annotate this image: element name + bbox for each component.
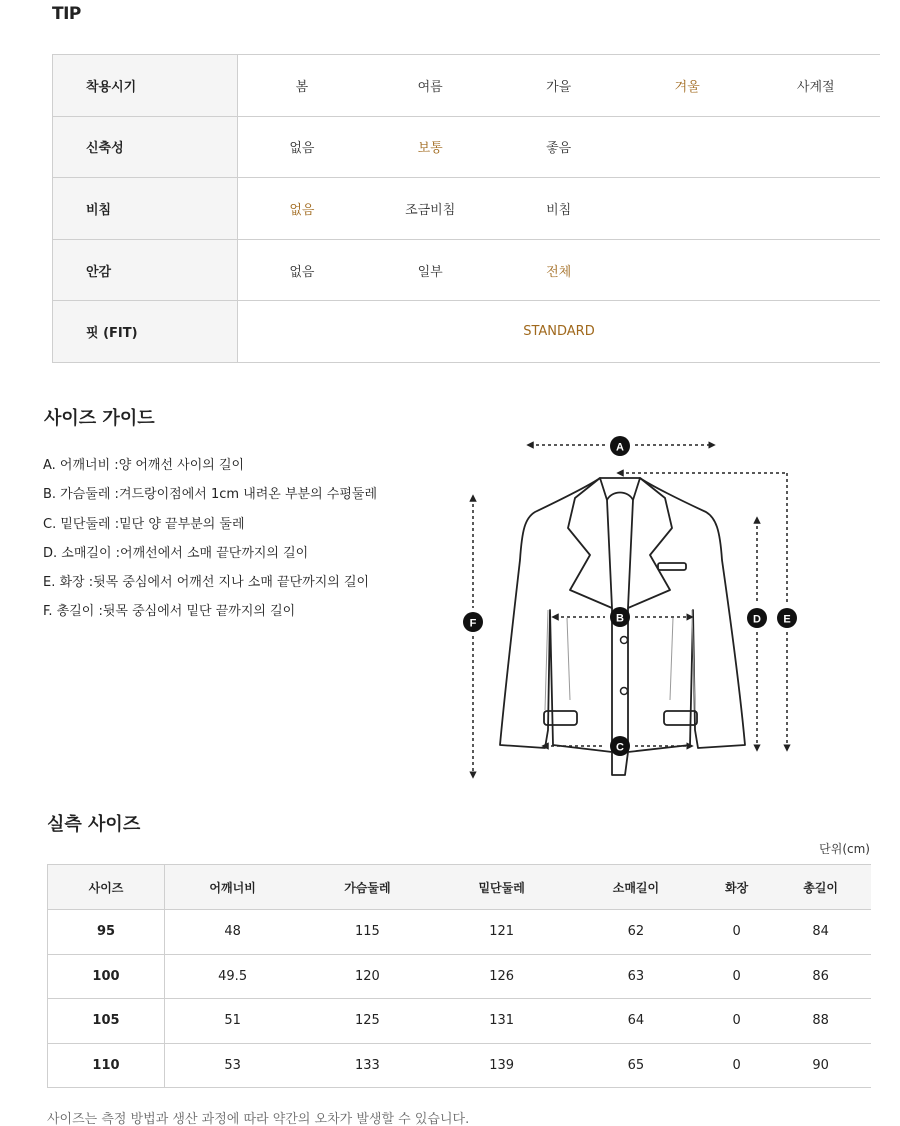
tip-row-label: 안감	[53, 239, 238, 301]
tip-row-label: 핏 (FIT)	[53, 301, 238, 363]
size-value-cell: 64	[569, 999, 703, 1044]
size-table-header: 밑단둘레	[435, 865, 569, 910]
tip-option: 조금비침	[366, 178, 495, 240]
tip-row-fit	[53, 301, 881, 363]
marker-f-icon	[463, 612, 483, 632]
size-value-cell: 133	[300, 1043, 434, 1088]
tip-option	[623, 178, 752, 240]
size-value-cell: 0	[703, 954, 770, 999]
size-value-cell: 121	[435, 910, 569, 955]
tip-row-label: 신축성	[53, 116, 238, 178]
tip-option-selected: 보통	[366, 116, 495, 178]
guide-item-f: F. 총길이 :뒷목 중심에서 밑단 끝까지의 길이	[43, 604, 296, 620]
marker-e-icon	[777, 608, 797, 628]
tip-option-selected: 전체	[494, 239, 623, 301]
tip-option: 일부	[366, 239, 495, 301]
tip-row-label: 비침	[53, 178, 238, 240]
unit-label: 단위(cm)	[819, 842, 870, 856]
size-guide-title: 사이즈 가이드	[44, 408, 155, 429]
tip-row	[53, 55, 881, 117]
size-value-cell: 65	[569, 1043, 703, 1088]
tip-option: 사계절	[751, 55, 880, 117]
svg-text:C: C	[616, 741, 624, 754]
size-label-cell: 100	[48, 954, 165, 999]
tip-option: 가을	[494, 55, 623, 117]
tip-option	[751, 239, 880, 301]
tip-option	[751, 178, 880, 240]
svg-text:E: E	[783, 613, 791, 626]
size-value-cell: 0	[703, 910, 770, 955]
size-value-cell: 84	[770, 910, 871, 955]
size-value-cell: 62	[569, 910, 703, 955]
svg-text:B: B	[616, 612, 624, 625]
jacket-diagram	[440, 430, 820, 790]
size-value-cell: 131	[435, 999, 569, 1044]
tip-option: 비침	[494, 178, 623, 240]
size-value-cell: 139	[435, 1043, 569, 1088]
tip-title: TIP	[52, 4, 81, 24]
fit-value: STANDARD	[237, 301, 880, 363]
guide-item-e: E. 화장 :뒷목 중심에서 어깨선 지나 소매 끝단까지의 길이	[43, 575, 370, 591]
size-table-header: 어깨너비	[165, 865, 301, 910]
tip-table	[52, 54, 880, 363]
size-table-header: 사이즈	[48, 865, 165, 910]
size-value-cell: 115	[300, 910, 434, 955]
size-value-cell: 49.5	[165, 954, 301, 999]
tip-row	[53, 178, 881, 240]
actual-size-title: 실측 사이즈	[47, 814, 141, 835]
size-value-cell: 88	[770, 999, 871, 1044]
table-row	[48, 1043, 872, 1088]
tip-option	[751, 116, 880, 178]
size-table-header: 화장	[703, 865, 770, 910]
size-value-cell: 0	[703, 1043, 770, 1088]
size-label-cell: 95	[48, 910, 165, 955]
tip-option	[623, 116, 752, 178]
tip-row	[53, 239, 881, 301]
size-value-cell: 0	[703, 999, 770, 1044]
size-value-cell: 48	[165, 910, 301, 955]
tip-option: 없음	[237, 239, 366, 301]
tip-row	[53, 116, 881, 178]
guide-item-b: B. 가슴둘레 :겨드랑이점에서 1cm 내려온 부분의 수평둘레	[43, 487, 378, 503]
tip-row-label: 착용시기	[53, 55, 238, 117]
guide-item-d: D. 소매길이 :어깨선에서 소매 끝단까지의 길이	[43, 545, 309, 561]
size-value-cell: 63	[569, 954, 703, 999]
marker-c-icon	[610, 736, 630, 756]
size-label-cell: 105	[48, 999, 165, 1044]
tip-option: 없음	[237, 116, 366, 178]
button-2-icon	[621, 688, 628, 695]
tip-option: 여름	[366, 55, 495, 117]
size-value-cell: 86	[770, 954, 871, 999]
size-value-cell: 51	[165, 999, 301, 1044]
tip-option: 봄	[237, 55, 366, 117]
marker-b-icon	[610, 607, 630, 627]
marker-d-icon	[747, 608, 767, 628]
size-label-cell: 110	[48, 1043, 165, 1088]
size-value-cell: 126	[435, 954, 569, 999]
tip-option	[623, 239, 752, 301]
size-table	[47, 864, 871, 1088]
table-row	[48, 954, 872, 999]
table-row	[48, 999, 872, 1044]
tip-option-selected: 겨울	[623, 55, 752, 117]
measure-lines	[473, 445, 787, 775]
size-note: 사이즈는 측정 방법과 생산 과정에 따라 약간의 오차가 발생할 수 있습니다.	[47, 1112, 470, 1126]
table-row	[48, 910, 872, 955]
size-value-cell: 53	[165, 1043, 301, 1088]
size-value-cell: 120	[300, 954, 434, 999]
tip-option: 좋음	[494, 116, 623, 178]
svg-text:A: A	[616, 441, 624, 454]
size-table-header: 가슴둘레	[300, 865, 434, 910]
size-value-cell: 125	[300, 999, 434, 1044]
guide-item-c: C. 밑단둘레 :밑단 양 끝부분의 둘레	[43, 516, 245, 532]
button-1-icon	[621, 637, 628, 644]
marker-a-icon	[610, 436, 630, 456]
size-value-cell: 90	[770, 1043, 871, 1088]
svg-text:D: D	[753, 613, 761, 626]
size-table-header: 총길이	[770, 865, 871, 910]
size-guide-list	[43, 454, 377, 630]
tip-option-selected: 없음	[237, 178, 366, 240]
guide-item-a: A. 어깨너비 :양 어깨선 사이의 길이	[43, 458, 245, 473]
svg-text:F: F	[469, 617, 477, 630]
size-table-header: 소매길이	[569, 865, 703, 910]
